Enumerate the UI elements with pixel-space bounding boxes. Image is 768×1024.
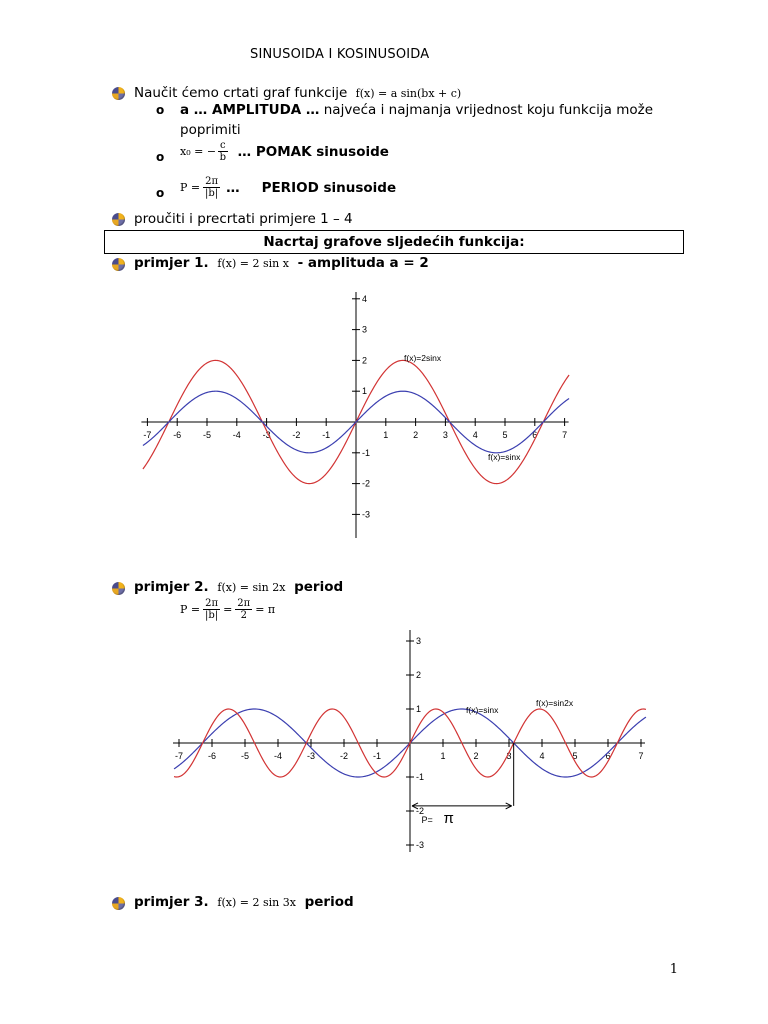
x-tick-label: -6 bbox=[173, 430, 182, 440]
x-tick-label: 4 bbox=[472, 430, 478, 440]
bullet-icon bbox=[112, 582, 125, 595]
x-tick-label: 7 bbox=[562, 430, 568, 440]
x-tick-label: -7 bbox=[174, 751, 184, 761]
amplitude-item bbox=[180, 102, 653, 118]
bullet-icon bbox=[112, 87, 125, 100]
y-tick-label: -3 bbox=[362, 509, 371, 520]
x-tick-label: -2 bbox=[292, 430, 301, 440]
x-tick-label: -5 bbox=[240, 751, 250, 761]
bullet-icon bbox=[112, 213, 125, 226]
series-label-1: f(x)=sinx bbox=[466, 705, 499, 715]
shift-den: b bbox=[219, 152, 227, 163]
x-tick-label: 4 bbox=[539, 751, 545, 761]
y-tick-label: -2 bbox=[362, 478, 371, 489]
example2-chart bbox=[170, 628, 660, 856]
y-tick-label: 1 bbox=[362, 386, 368, 397]
example3-formula: f(x) = 2 sin 3x bbox=[217, 896, 296, 909]
x-tick-label: 1 bbox=[383, 430, 389, 440]
x-tick-label: -7 bbox=[143, 430, 152, 440]
example2-formula: f(x) = sin 2x bbox=[217, 581, 286, 594]
y-tick-label: -1 bbox=[416, 772, 425, 782]
example3-label: primjer 3. bbox=[134, 894, 209, 910]
x-tick-label: -6 bbox=[207, 751, 217, 761]
y-tick-label: 3 bbox=[416, 636, 422, 646]
period-eq-lhs: P = bbox=[180, 603, 201, 616]
example2-line bbox=[134, 579, 343, 595]
period-eq-frac2-num: 2π bbox=[237, 598, 251, 609]
bullet-icon bbox=[112, 897, 125, 910]
example1-label: primjer 1. bbox=[134, 255, 209, 271]
period-item bbox=[180, 176, 396, 199]
y-tick-label: 1 bbox=[416, 704, 422, 714]
x-tick-label: 7 bbox=[638, 751, 644, 761]
period-dots: … bbox=[226, 179, 240, 196]
x-tick-label: 3 bbox=[442, 430, 448, 440]
period-lhs: P = bbox=[180, 181, 201, 194]
y-tick-label: -2 bbox=[416, 806, 425, 816]
x-tick-label: 5 bbox=[572, 751, 578, 761]
x-tick-label: 1 bbox=[440, 751, 446, 761]
period-eq-frac1-den: |b| bbox=[205, 610, 219, 621]
amplitude-text-2: poprimiti bbox=[180, 122, 241, 138]
y-tick-label: 4 bbox=[362, 293, 368, 304]
x-tick-label: -5 bbox=[202, 430, 212, 440]
period-fraction bbox=[203, 176, 220, 199]
example3-desc: period bbox=[304, 894, 354, 910]
x-tick-label: -4 bbox=[273, 751, 283, 761]
period-eq-frac2 bbox=[235, 598, 252, 621]
period-eq-mid: = bbox=[223, 603, 233, 616]
bullet-icon bbox=[112, 258, 125, 271]
intro-text: Naučit ćemo crtati graf funkcije bbox=[134, 85, 348, 101]
shift-label: … POMAK sinusoide bbox=[237, 143, 389, 160]
x-tick-label: -3 bbox=[262, 430, 271, 440]
x-tick-label: -3 bbox=[306, 751, 316, 761]
series-label-2: f(x)=sinx bbox=[488, 452, 521, 462]
x-tick-label: 2 bbox=[473, 751, 479, 761]
shift-fraction bbox=[218, 140, 228, 163]
y-tick-label: -1 bbox=[362, 447, 371, 458]
x-tick-label: 2 bbox=[413, 430, 419, 440]
example1-line bbox=[134, 255, 429, 271]
x-tick-label: -4 bbox=[232, 430, 241, 440]
y-tick-label: 3 bbox=[362, 324, 368, 335]
instruction-box: Nacrtaj grafove sljedećih funkcija: bbox=[104, 230, 684, 254]
shift-item bbox=[180, 140, 389, 163]
sub-bullet-icon: o bbox=[156, 186, 165, 200]
page-title: SINUSOIDA I KOSINUSOIDA bbox=[250, 47, 430, 62]
x-tick-label: -2 bbox=[339, 751, 349, 761]
period-den: |b| bbox=[205, 188, 219, 199]
x-tick-label: 3 bbox=[506, 751, 512, 761]
period-eq-frac1 bbox=[203, 598, 220, 621]
intro-line bbox=[134, 85, 461, 101]
period-eq-frac2-den: 2 bbox=[240, 610, 247, 621]
period-label: P= bbox=[421, 814, 433, 825]
example1-formula: f(x) = 2 sin x bbox=[217, 257, 289, 270]
amplitude-text: najveća i najmanja vrijednost koju funkcija može bbox=[323, 102, 654, 118]
x-tick-label: -1 bbox=[372, 751, 382, 761]
example1-chart bbox=[140, 290, 580, 545]
period-label: PERIOD sinusoide bbox=[261, 179, 397, 196]
amplitude-label: a … AMPLITUDA … bbox=[180, 102, 320, 118]
example2-period-eq bbox=[180, 598, 275, 621]
page-number: 1 bbox=[669, 962, 678, 977]
y-tick-label: 2 bbox=[416, 670, 422, 680]
example3-line bbox=[134, 894, 354, 910]
x-tick-label: 6 bbox=[605, 751, 611, 761]
example2-label: primjer 2. bbox=[134, 579, 209, 595]
example2-desc: period bbox=[294, 579, 344, 595]
shift-num: c bbox=[220, 140, 226, 151]
period-num: 2π bbox=[205, 176, 219, 187]
shift-lhs: x₀ = − bbox=[180, 145, 217, 158]
y-tick-label: -3 bbox=[416, 840, 425, 850]
intro-formula: f(x) = a sin(bx + c) bbox=[355, 87, 462, 100]
x-tick-label: 5 bbox=[502, 430, 508, 440]
x-tick-label: 6 bbox=[532, 430, 538, 440]
series-label-1: f(x)=2sinx bbox=[404, 353, 442, 363]
sub-bullet-icon: o bbox=[156, 150, 165, 164]
study-line: proučiti i precrtati primjere 1 – 4 bbox=[134, 211, 353, 227]
series-label-2: f(x)=sin2x bbox=[536, 698, 574, 708]
sub-bullet-icon: o bbox=[156, 103, 165, 117]
example1-desc: - amplituda a = 2 bbox=[297, 255, 429, 271]
period-label-pi: π bbox=[443, 809, 454, 827]
period-eq-rhs: = π bbox=[255, 603, 276, 616]
x-tick-label: -1 bbox=[322, 430, 331, 440]
y-tick-label: 2 bbox=[362, 355, 368, 366]
period-eq-frac1-num: 2π bbox=[205, 598, 219, 609]
